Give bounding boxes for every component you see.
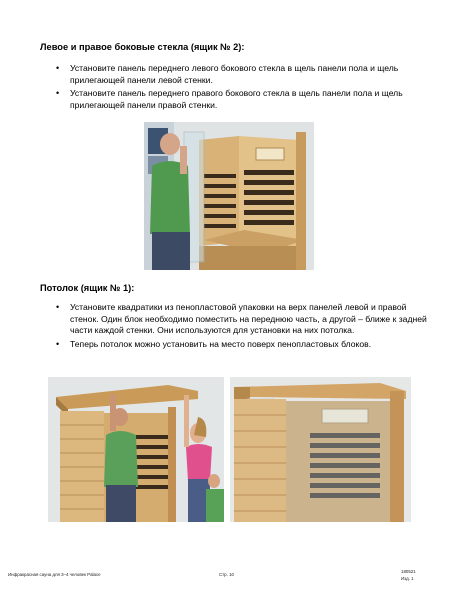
- photo-ceiling-installed: [230, 377, 411, 522]
- footer-doc-code: 180521: [401, 569, 416, 574]
- list-item: • Установите панель переднего правого бокового стекла в щель панели пола и щель прилегающей панели правой стенки.: [52, 88, 432, 111]
- sauna-glass-photo: [144, 122, 314, 270]
- list-item: • Установите квадратики из пенопластовой упаковки на верх панелей левой и правой стенок. Один блок необходимо поместить на переднюю часть, а другой – ближе к задней части каждой стенки. Они используются для установки на них потолка.: [52, 302, 432, 337]
- ceiling-lift-photo: [48, 377, 224, 522]
- list-item: • Теперь потолок можно установить на место поверх пенопластовых блоков.: [52, 339, 432, 351]
- section-heading-ceiling: Потолок (ящик № 1):: [40, 283, 135, 293]
- photo-side-glass-install: [144, 122, 314, 270]
- footer-page-number: Стр. 10: [219, 572, 234, 577]
- list-item: • Установите панель переднего левого бокового стекла в щель панели пола и щель прилегающей панели левой стенки.: [52, 63, 432, 86]
- photo-ceiling-lift: [48, 377, 224, 522]
- ceiling-instructions: [52, 302, 432, 352]
- footer-product-name: Инфракрасная сауна для 3–4 человек Palace: [8, 572, 101, 577]
- footer-revision: Изд. 1: [401, 576, 414, 581]
- side-glass-instructions: [52, 63, 432, 113]
- ceiling-installed-photo: [230, 377, 411, 522]
- section-heading-side-glass: Левое и правое боковые стекла (ящик № 2):: [40, 42, 245, 52]
